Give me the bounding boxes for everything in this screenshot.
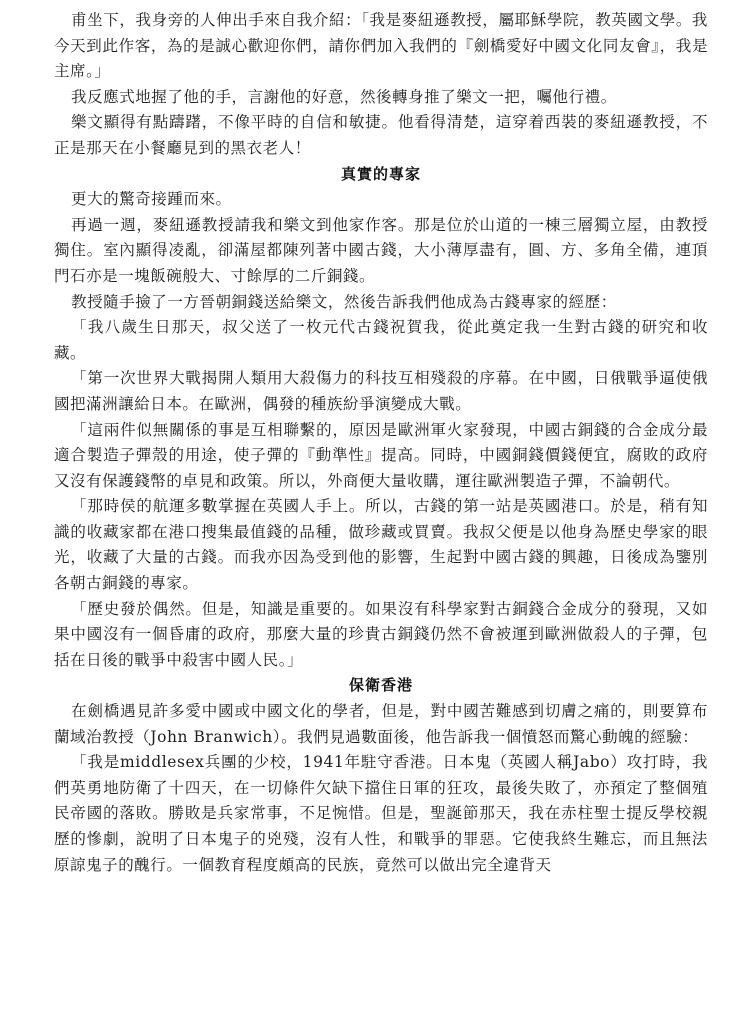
section-heading: 保衛香港 (348, 676, 413, 695)
paragraph: 「第一次世界大戰揭開人類用大殺傷力的科技互相殘殺的序幕。在中國，日俄戰爭逼使俄國把滿洲讓給日本。在歐洲，偶發的種族紛爭演變成大戰。 (54, 369, 708, 413)
paragraph: 「這兩件似無關係的事是互相聯繫的，原因是歐洲軍火家發現，中國古銅錢的合金成分最適合製造子彈殼的用途，使子彈的『動準性』提高。同時，中國銅錢價錢便宜，腐敗的政府又沒有保護錢幣的卓見和政策。所以，外商便大量收購，運往歐洲製造子彈，不論朝代。 (54, 420, 708, 490)
paragraph: 「那時侯的航運多數掌握在英國人手上。所以，古錢的第一站是英國港口。於是，稍有知識的收藏家都在港口搜集最值錢的品種，做珍藏或買賣。我叔父便是以他身為歷史學家的眼光，收藏了大量的古錢。而我亦因為受到他的影響，生起對中國古錢的興趣，日後成為鑒別各朝古銅錢的專家。 (54, 497, 708, 593)
paragraph: 教授隨手撿了一方晉朝銅錢送給樂文，然後告訴我們他成為古錢專家的經歷： (71, 292, 617, 311)
paragraph: 「我八歲生日那天，叔父送了一枚元代古錢祝賀我，從此奠定我一生對古錢的研究和收藏。 (54, 318, 708, 362)
paragraph: 甫坐下，我身旁的人伸出手來自我介紹：「我是麥紐遜教授，屬耶穌學院，教英國文學。我今天到此作客，為的是誠心歡迎你們，請你們加入我們的『劍橋愛好中國文化同友會』，我是主席。」 (54, 11, 708, 81)
paragraph: 在劍橋遇見許多愛中國或中國文化的學者，但是，對中國苦難感到切膚之痛的，則要算布蘭域治教授（John Branwich）。我們見過數面後，他告訴我一個憤怒而驚心動魄的經驗： (54, 702, 708, 746)
paragraph: 「歷史發於偶然。但是，知識是重要的。如果沒有科學家對古銅錢合金成分的發現，又如果中國沒有一個昏庸的政府，那麼大量的珍貴古銅錢仍然不會被運到歐洲做殺人的子彈，包括在日後的戰爭中殺害中國人民。」 (54, 599, 708, 669)
section-heading: 真實的專家 (340, 164, 421, 183)
paragraph: 再過一週，麥紐遜教授請我和樂文到他家作客。那是位於山道的一棟三層獨立屋，由教授獨住。室內顯得凌亂，卻滿屋都陳列著中國古錢，大小薄厚盡有，圓、方、多角全備，連頂門石亦是一塊飯碗般大、寸餘厚的二斤銅錢。 (54, 215, 708, 285)
paragraph: 更大的驚奇接踵而來。 (71, 190, 232, 209)
paragraph: 「我是middlesex兵團的少校，1941年駐守香港。日本鬼（英國人稱Jabo）攻打時，我們英勇地防衛了十四天，在一切條件欠缺下擋住日軍的狂攻，最後失敗了，亦預定了整個殖民帝國的落敗。勝敗是兵家常事，不足惋惜。但是，聖誕節那天，我在赤柱聖士提反學校親歷的慘劇，說明了日本鬼子的兇殘，沒有人性，和戰爭的罪惡。它使我終生難忘，而且無法原諒鬼子的醜行。一個教育程度頗高的民族，竟然可以做出完全違背天 (54, 753, 708, 874)
paragraph: 樂文顯得有點躊躇，不像平時的自信和敏捷。他看得清楚，這穿着西裝的麥紐遜教授，不正是那天在小餐廳見到的黑衣老人！ (54, 113, 708, 157)
page-body (54, 8, 708, 878)
paragraph: 我反應式地握了他的手，言謝他的好意，然後轉身推了樂文一把，囑他行禮。 (71, 87, 617, 106)
